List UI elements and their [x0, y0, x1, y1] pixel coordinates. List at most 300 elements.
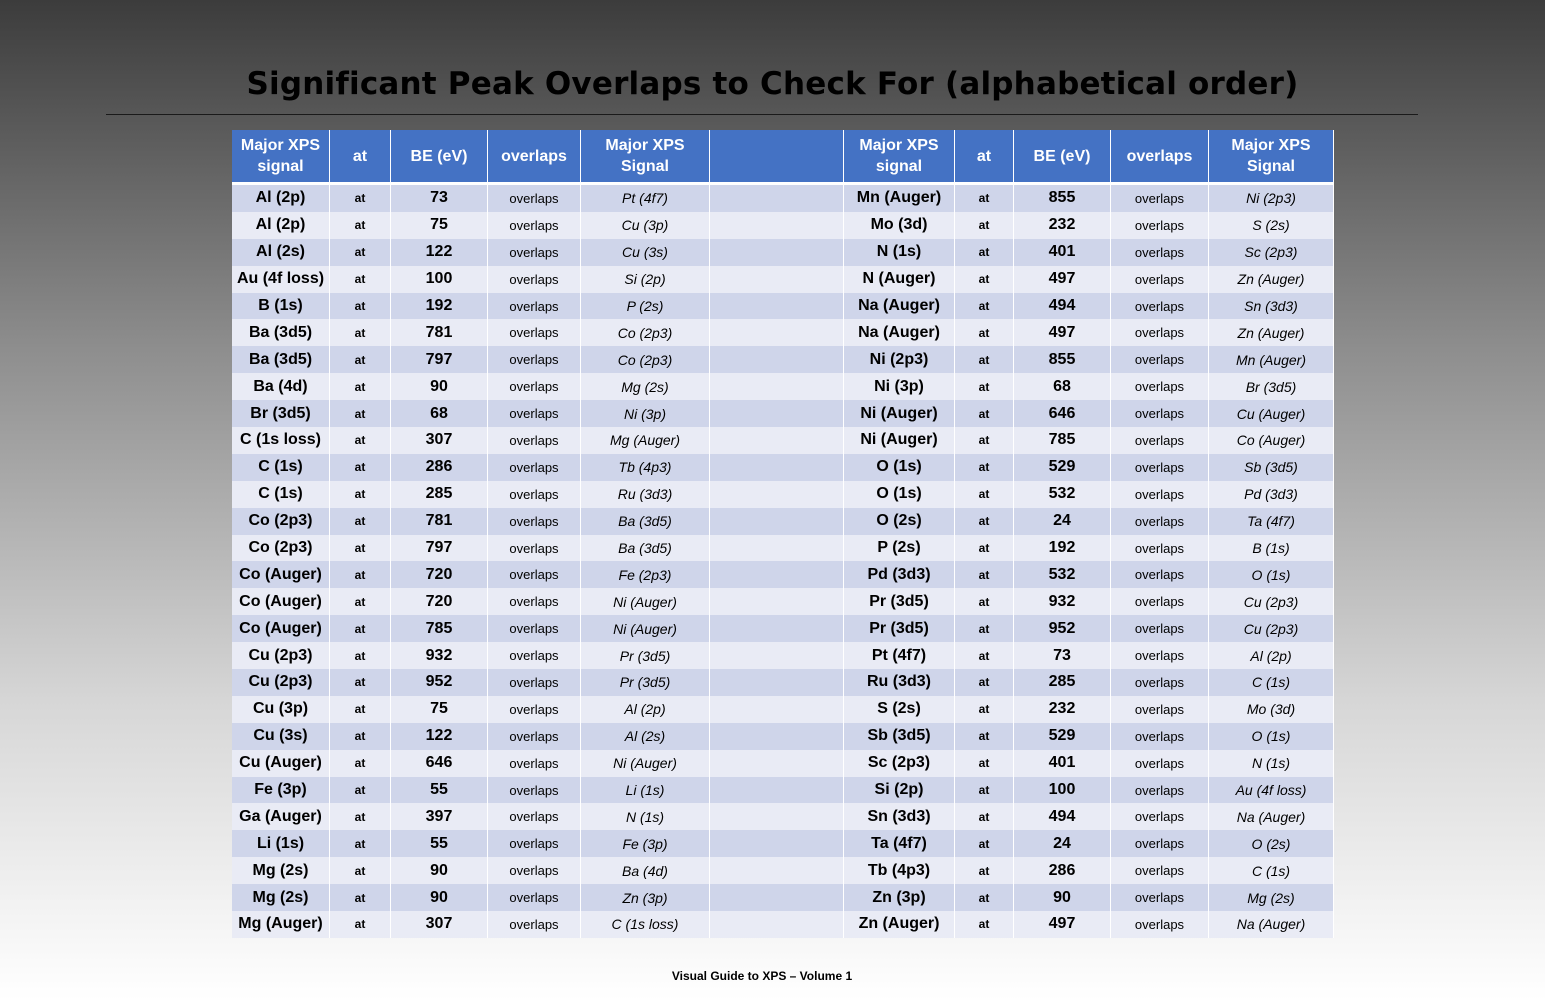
left-target-cell: C (1s loss) — [581, 911, 710, 938]
right-signal-cell: Ni (2p3) — [844, 346, 955, 373]
left-signal-cell: Ba (3d5) — [232, 346, 330, 373]
right-target-cell: S (2s) — [1209, 212, 1334, 239]
right-at-cell: at — [955, 561, 1014, 588]
right-signal-cell: Tb (4p3) — [844, 857, 955, 884]
right-overlaps-cell: overlaps — [1111, 185, 1209, 212]
left-signal-cell: Al (2p) — [232, 212, 330, 239]
header-left-at: at — [330, 130, 391, 185]
table-row — [232, 346, 1334, 373]
column-gap — [710, 454, 844, 481]
right-overlaps-cell: overlaps — [1111, 561, 1209, 588]
left-signal-cell: Co (2p3) — [232, 508, 330, 535]
left-overlaps-cell: overlaps — [488, 803, 581, 830]
left-be-cell: 75 — [391, 696, 488, 723]
left-signal-cell: C (1s) — [232, 481, 330, 508]
column-gap — [710, 642, 844, 669]
right-signal-cell: Ni (Auger) — [844, 427, 955, 454]
right-at-cell: at — [955, 777, 1014, 804]
left-target-cell: Ni (Auger) — [581, 588, 710, 615]
right-at-cell: at — [955, 185, 1014, 212]
left-overlaps-cell: overlaps — [488, 777, 581, 804]
left-be-cell: 781 — [391, 319, 488, 346]
column-gap — [710, 588, 844, 615]
right-overlaps-cell: overlaps — [1111, 884, 1209, 911]
left-signal-cell: Mg (Auger) — [232, 911, 330, 938]
right-overlaps-cell: overlaps — [1111, 427, 1209, 454]
right-at-cell: at — [955, 669, 1014, 696]
right-signal-cell: S (2s) — [844, 696, 955, 723]
right-at-cell: at — [955, 454, 1014, 481]
left-signal-cell: C (1s) — [232, 454, 330, 481]
left-be-cell: 646 — [391, 750, 488, 777]
left-signal-cell: Al (2s) — [232, 239, 330, 266]
left-signal-cell: Ba (3d5) — [232, 319, 330, 346]
column-gap — [710, 911, 844, 938]
right-overlaps-cell: overlaps — [1111, 400, 1209, 427]
column-gap — [710, 508, 844, 535]
right-be-cell: 232 — [1014, 696, 1111, 723]
left-be-cell: 397 — [391, 803, 488, 830]
right-signal-cell: Zn (3p) — [844, 884, 955, 911]
page-title: Significant Peak Overlaps to Check For (alphabetical order) — [246, 66, 1299, 102]
right-at-cell: at — [955, 830, 1014, 857]
left-be-cell: 285 — [391, 481, 488, 508]
right-signal-cell: Pd (3d3) — [844, 561, 955, 588]
right-target-cell: Mn (Auger) — [1209, 346, 1334, 373]
right-overlaps-cell: overlaps — [1111, 508, 1209, 535]
column-gap — [710, 561, 844, 588]
right-signal-cell: N (Auger) — [844, 266, 955, 293]
left-target-cell: Co (2p3) — [581, 346, 710, 373]
left-target-cell: Ba (3d5) — [581, 535, 710, 562]
left-be-cell: 797 — [391, 535, 488, 562]
right-signal-cell: Na (Auger) — [844, 293, 955, 320]
right-target-cell: O (1s) — [1209, 561, 1334, 588]
right-target-cell: N (1s) — [1209, 750, 1334, 777]
right-at-cell: at — [955, 588, 1014, 615]
left-overlaps-cell: overlaps — [488, 857, 581, 884]
left-target-cell: N (1s) — [581, 803, 710, 830]
right-overlaps-cell: overlaps — [1111, 803, 1209, 830]
column-gap — [710, 346, 844, 373]
right-at-cell: at — [955, 750, 1014, 777]
left-at-cell: at — [330, 830, 391, 857]
left-be-cell: 192 — [391, 293, 488, 320]
title-divider — [106, 114, 1418, 115]
left-signal-cell: Cu (2p3) — [232, 642, 330, 669]
right-at-cell: at — [955, 400, 1014, 427]
left-overlaps-cell: overlaps — [488, 884, 581, 911]
right-be-cell: 785 — [1014, 427, 1111, 454]
right-target-cell: Cu (Auger) — [1209, 400, 1334, 427]
left-target-cell: Al (2p) — [581, 696, 710, 723]
column-gap — [710, 777, 844, 804]
left-target-cell: Ru (3d3) — [581, 481, 710, 508]
column-gap — [710, 857, 844, 884]
header-left-be: BE (eV) — [391, 130, 488, 185]
right-target-cell: O (2s) — [1209, 830, 1334, 857]
header-right-overlaps: overlaps — [1111, 130, 1209, 185]
right-target-cell: Ni (2p3) — [1209, 185, 1334, 212]
right-be-cell: 73 — [1014, 642, 1111, 669]
left-signal-cell: Mg (2s) — [232, 857, 330, 884]
header-right-target: Major XPS Signal — [1209, 130, 1334, 185]
right-overlaps-cell: overlaps — [1111, 669, 1209, 696]
left-signal-cell: Ga (Auger) — [232, 803, 330, 830]
right-target-cell: Mg (2s) — [1209, 884, 1334, 911]
right-overlaps-cell: overlaps — [1111, 830, 1209, 857]
left-be-cell: 307 — [391, 911, 488, 938]
left-signal-cell: Cu (2p3) — [232, 669, 330, 696]
right-target-cell: Sc (2p3) — [1209, 239, 1334, 266]
column-gap — [710, 212, 844, 239]
table-row — [232, 185, 1334, 212]
left-signal-cell: Mg (2s) — [232, 884, 330, 911]
left-be-cell: 90 — [391, 373, 488, 400]
right-at-cell: at — [955, 803, 1014, 830]
right-overlaps-cell: overlaps — [1111, 346, 1209, 373]
left-be-cell: 122 — [391, 239, 488, 266]
right-at-cell: at — [955, 427, 1014, 454]
right-be-cell: 24 — [1014, 508, 1111, 535]
right-signal-cell: N (1s) — [844, 239, 955, 266]
right-be-cell: 90 — [1014, 884, 1111, 911]
left-overlaps-cell: overlaps — [488, 212, 581, 239]
right-overlaps-cell: overlaps — [1111, 696, 1209, 723]
left-be-cell: 286 — [391, 454, 488, 481]
table-row — [232, 884, 1334, 911]
table-row — [232, 561, 1334, 588]
table-row — [232, 535, 1334, 562]
left-overlaps-cell: overlaps — [488, 669, 581, 696]
header-left-target: Major XPS Signal — [581, 130, 710, 185]
right-signal-cell: Ni (Auger) — [844, 400, 955, 427]
left-overlaps-cell: overlaps — [488, 588, 581, 615]
right-target-cell: Sb (3d5) — [1209, 454, 1334, 481]
right-signal-cell: Pt (4f7) — [844, 642, 955, 669]
right-signal-cell: Pr (3d5) — [844, 588, 955, 615]
right-be-cell: 285 — [1014, 669, 1111, 696]
left-signal-cell: Co (Auger) — [232, 561, 330, 588]
right-overlaps-cell: overlaps — [1111, 454, 1209, 481]
left-overlaps-cell: overlaps — [488, 911, 581, 938]
table-header-row — [232, 130, 1334, 185]
column-gap — [710, 615, 844, 642]
left-signal-cell: Cu (3p) — [232, 696, 330, 723]
right-target-cell: Cu (2p3) — [1209, 615, 1334, 642]
right-target-cell: Al (2p) — [1209, 642, 1334, 669]
right-be-cell: 497 — [1014, 319, 1111, 346]
right-be-cell: 497 — [1014, 266, 1111, 293]
right-target-cell: Mo (3d) — [1209, 696, 1334, 723]
right-signal-cell: Sn (3d3) — [844, 803, 955, 830]
table-row — [232, 830, 1334, 857]
column-gap — [710, 185, 844, 212]
table-row — [232, 588, 1334, 615]
right-overlaps-cell: overlaps — [1111, 588, 1209, 615]
left-be-cell: 785 — [391, 615, 488, 642]
left-signal-cell: Co (Auger) — [232, 615, 330, 642]
right-target-cell: Pd (3d3) — [1209, 481, 1334, 508]
left-target-cell: Ba (3d5) — [581, 508, 710, 535]
left-be-cell: 90 — [391, 884, 488, 911]
right-be-cell: 646 — [1014, 400, 1111, 427]
right-target-cell: Sn (3d3) — [1209, 293, 1334, 320]
column-gap — [710, 373, 844, 400]
right-be-cell: 529 — [1014, 454, 1111, 481]
left-signal-cell: Ba (4d) — [232, 373, 330, 400]
left-overlaps-cell: overlaps — [488, 346, 581, 373]
left-target-cell: Fe (2p3) — [581, 561, 710, 588]
table-row — [232, 696, 1334, 723]
right-overlaps-cell: overlaps — [1111, 615, 1209, 642]
left-at-cell: at — [330, 642, 391, 669]
left-at-cell: at — [330, 911, 391, 938]
right-overlaps-cell: overlaps — [1111, 723, 1209, 750]
right-target-cell: Cu (2p3) — [1209, 588, 1334, 615]
right-at-cell: at — [955, 911, 1014, 938]
right-at-cell: at — [955, 212, 1014, 239]
column-gap — [710, 884, 844, 911]
left-at-cell: at — [330, 857, 391, 884]
header-left-signal: Major XPS signal — [232, 130, 330, 185]
right-target-cell: C (1s) — [1209, 857, 1334, 884]
left-be-cell: 122 — [391, 723, 488, 750]
left-target-cell: Pr (3d5) — [581, 669, 710, 696]
left-at-cell: at — [330, 373, 391, 400]
left-target-cell: Ni (Auger) — [581, 615, 710, 642]
right-signal-cell: O (1s) — [844, 454, 955, 481]
left-target-cell: Si (2p) — [581, 266, 710, 293]
right-signal-cell: Zn (Auger) — [844, 911, 955, 938]
right-at-cell: at — [955, 642, 1014, 669]
column-gap — [710, 427, 844, 454]
right-overlaps-cell: overlaps — [1111, 750, 1209, 777]
right-signal-cell: Ta (4f7) — [844, 830, 955, 857]
left-target-cell: Ni (Auger) — [581, 750, 710, 777]
left-signal-cell: Au (4f loss) — [232, 266, 330, 293]
left-be-cell: 952 — [391, 669, 488, 696]
left-at-cell: at — [330, 293, 391, 320]
left-overlaps-cell: overlaps — [488, 400, 581, 427]
table-row — [232, 723, 1334, 750]
left-signal-cell: C (1s loss) — [232, 427, 330, 454]
right-be-cell: 192 — [1014, 535, 1111, 562]
right-overlaps-cell: overlaps — [1111, 266, 1209, 293]
left-at-cell: at — [330, 696, 391, 723]
left-at-cell: at — [330, 669, 391, 696]
left-overlaps-cell: overlaps — [488, 508, 581, 535]
left-target-cell: Pt (4f7) — [581, 185, 710, 212]
header-right-at: at — [955, 130, 1014, 185]
left-signal-cell: Fe (3p) — [232, 777, 330, 804]
left-at-cell: at — [330, 535, 391, 562]
left-be-cell: 932 — [391, 642, 488, 669]
header-left-overlaps: overlaps — [488, 130, 581, 185]
left-target-cell: Cu (3s) — [581, 239, 710, 266]
right-at-cell: at — [955, 884, 1014, 911]
table-row — [232, 212, 1334, 239]
left-be-cell: 100 — [391, 266, 488, 293]
right-overlaps-cell: overlaps — [1111, 212, 1209, 239]
left-overlaps-cell: overlaps — [488, 696, 581, 723]
left-at-cell: at — [330, 723, 391, 750]
table-row — [232, 857, 1334, 884]
left-at-cell: at — [330, 427, 391, 454]
left-signal-cell: Li (1s) — [232, 830, 330, 857]
left-target-cell: Tb (4p3) — [581, 454, 710, 481]
table-row — [232, 293, 1334, 320]
left-be-cell: 68 — [391, 400, 488, 427]
left-target-cell: P (2s) — [581, 293, 710, 320]
left-be-cell: 73 — [391, 185, 488, 212]
column-gap — [710, 239, 844, 266]
right-at-cell: at — [955, 535, 1014, 562]
left-signal-cell: Cu (3s) — [232, 723, 330, 750]
right-overlaps-cell: overlaps — [1111, 857, 1209, 884]
left-overlaps-cell: overlaps — [488, 266, 581, 293]
left-overlaps-cell: overlaps — [488, 481, 581, 508]
left-overlaps-cell: overlaps — [488, 239, 581, 266]
table-row — [232, 373, 1334, 400]
right-be-cell: 24 — [1014, 830, 1111, 857]
right-be-cell: 932 — [1014, 588, 1111, 615]
right-signal-cell: Sc (2p3) — [844, 750, 955, 777]
left-be-cell: 55 — [391, 830, 488, 857]
right-at-cell: at — [955, 857, 1014, 884]
right-target-cell: Zn (Auger) — [1209, 266, 1334, 293]
left-at-cell: at — [330, 588, 391, 615]
right-be-cell: 532 — [1014, 481, 1111, 508]
table-row — [232, 319, 1334, 346]
left-target-cell: Ba (4d) — [581, 857, 710, 884]
left-target-cell: Li (1s) — [581, 777, 710, 804]
right-be-cell: 494 — [1014, 803, 1111, 830]
column-gap — [710, 723, 844, 750]
left-signal-cell: Br (3d5) — [232, 400, 330, 427]
left-target-cell: Ni (3p) — [581, 400, 710, 427]
left-be-cell: 75 — [391, 212, 488, 239]
left-at-cell: at — [330, 185, 391, 212]
left-signal-cell: Al (2p) — [232, 185, 330, 212]
left-at-cell: at — [330, 561, 391, 588]
right-target-cell: B (1s) — [1209, 535, 1334, 562]
peak-overlap-table — [232, 130, 1334, 938]
right-be-cell: 232 — [1014, 212, 1111, 239]
left-at-cell: at — [330, 454, 391, 481]
right-target-cell: Na (Auger) — [1209, 803, 1334, 830]
left-target-cell: Co (2p3) — [581, 319, 710, 346]
table-row — [232, 481, 1334, 508]
footer-caption: Visual Guide to XPS – Volume 1 — [671, 969, 853, 983]
right-be-cell: 497 — [1014, 911, 1111, 938]
left-target-cell: Mg (Auger) — [581, 427, 710, 454]
left-be-cell: 797 — [391, 346, 488, 373]
left-target-cell: Al (2s) — [581, 723, 710, 750]
right-overlaps-cell: overlaps — [1111, 911, 1209, 938]
right-at-cell: at — [955, 508, 1014, 535]
right-overlaps-cell: overlaps — [1111, 777, 1209, 804]
right-signal-cell: O (2s) — [844, 508, 955, 535]
column-gap — [710, 750, 844, 777]
left-be-cell: 720 — [391, 561, 488, 588]
column-gap — [710, 481, 844, 508]
right-overlaps-cell: overlaps — [1111, 642, 1209, 669]
right-be-cell: 401 — [1014, 750, 1111, 777]
left-target-cell: Fe (3p) — [581, 830, 710, 857]
table-row — [232, 615, 1334, 642]
column-gap — [710, 266, 844, 293]
left-overlaps-cell: overlaps — [488, 723, 581, 750]
right-be-cell: 855 — [1014, 185, 1111, 212]
left-be-cell: 307 — [391, 427, 488, 454]
left-target-cell: Mg (2s) — [581, 373, 710, 400]
left-at-cell: at — [330, 750, 391, 777]
left-at-cell: at — [330, 239, 391, 266]
right-overlaps-cell: overlaps — [1111, 373, 1209, 400]
right-be-cell: 68 — [1014, 373, 1111, 400]
right-target-cell: Zn (Auger) — [1209, 319, 1334, 346]
right-target-cell: Co (Auger) — [1209, 427, 1334, 454]
left-overlaps-cell: overlaps — [488, 293, 581, 320]
left-at-cell: at — [330, 212, 391, 239]
left-overlaps-cell: overlaps — [488, 750, 581, 777]
left-signal-cell: Co (2p3) — [232, 535, 330, 562]
right-overlaps-cell: overlaps — [1111, 319, 1209, 346]
right-be-cell: 952 — [1014, 615, 1111, 642]
right-at-cell: at — [955, 696, 1014, 723]
left-at-cell: at — [330, 884, 391, 911]
right-target-cell: Au (4f loss) — [1209, 777, 1334, 804]
right-target-cell: Ta (4f7) — [1209, 508, 1334, 535]
left-at-cell: at — [330, 400, 391, 427]
table-row — [232, 642, 1334, 669]
column-gap — [710, 293, 844, 320]
right-target-cell: O (1s) — [1209, 723, 1334, 750]
right-be-cell: 532 — [1014, 561, 1111, 588]
right-signal-cell: O (1s) — [844, 481, 955, 508]
header-right-be: BE (eV) — [1014, 130, 1111, 185]
table-row — [232, 803, 1334, 830]
right-be-cell: 855 — [1014, 346, 1111, 373]
left-at-cell: at — [330, 319, 391, 346]
table-row — [232, 454, 1334, 481]
right-at-cell: at — [955, 319, 1014, 346]
right-at-cell: at — [955, 723, 1014, 750]
column-gap — [710, 803, 844, 830]
right-at-cell: at — [955, 373, 1014, 400]
table-row — [232, 777, 1334, 804]
right-at-cell: at — [955, 293, 1014, 320]
table-body — [232, 185, 1334, 938]
column-gap — [710, 830, 844, 857]
right-signal-cell: Si (2p) — [844, 777, 955, 804]
right-be-cell: 494 — [1014, 293, 1111, 320]
left-be-cell: 720 — [391, 588, 488, 615]
right-at-cell: at — [955, 481, 1014, 508]
column-gap — [710, 669, 844, 696]
left-at-cell: at — [330, 266, 391, 293]
table-row — [232, 427, 1334, 454]
column-gap — [710, 400, 844, 427]
right-signal-cell: Mn (Auger) — [844, 185, 955, 212]
right-signal-cell: Na (Auger) — [844, 319, 955, 346]
right-target-cell: C (1s) — [1209, 669, 1334, 696]
left-overlaps-cell: overlaps — [488, 642, 581, 669]
right-be-cell: 401 — [1014, 239, 1111, 266]
left-overlaps-cell: overlaps — [488, 615, 581, 642]
header-spacer — [710, 130, 844, 185]
